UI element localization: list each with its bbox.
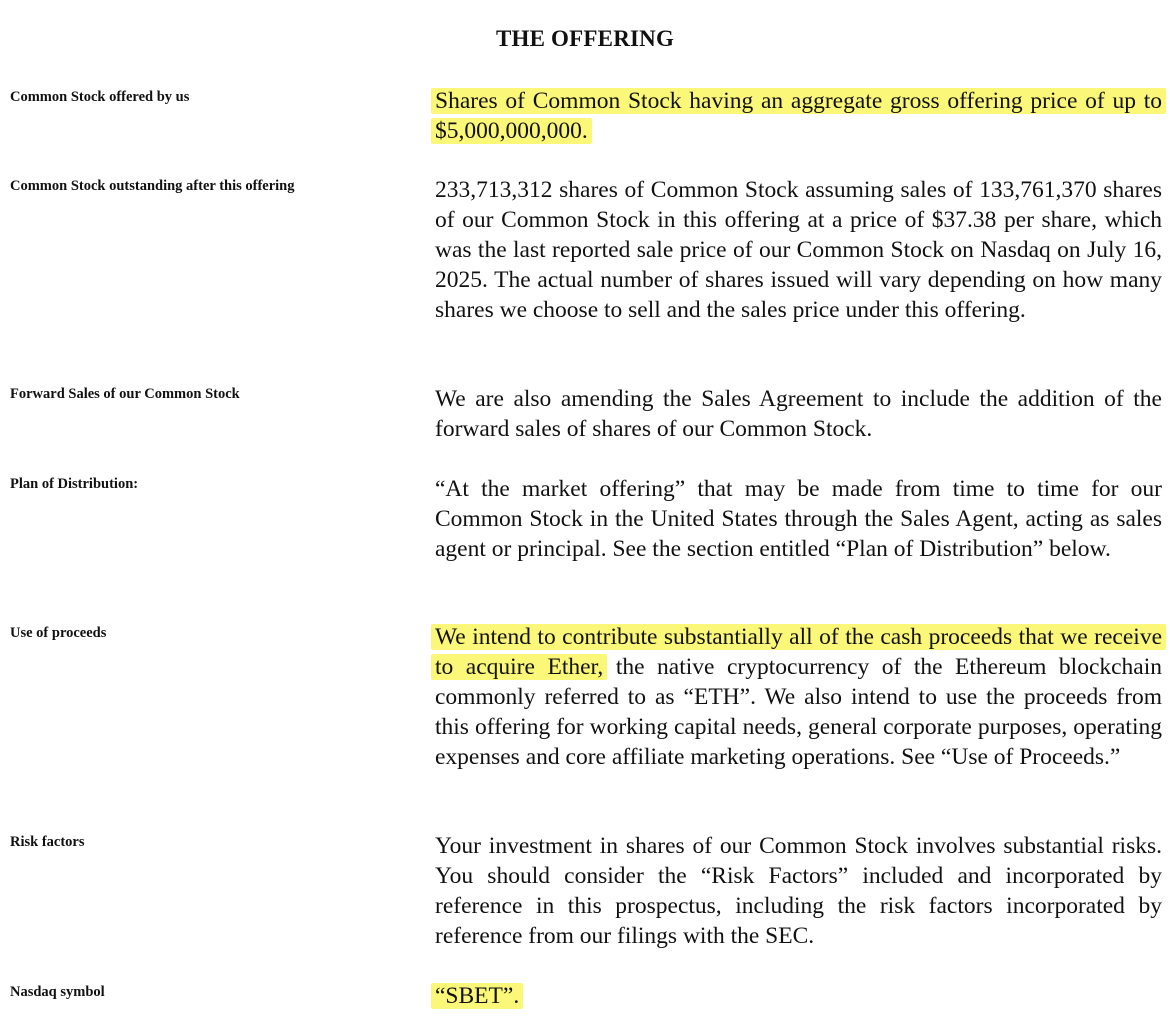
body-text: 233,713,312 shares of Common Stock assuming sales of 133,761,370 shares of our Common Stock in this offering at a price of $37.38 per share, which was the last reported sale price of our Common Stock on Nasdaq on July 16, 2025. The actual number of shares issued will vary depending on how many shares we choose to sell and the sales price under this offering. bbox=[435, 177, 1162, 323]
row-label-common-stock-offered: Common Stock offered by us bbox=[10, 89, 190, 105]
body-text: the native cryptocurrency of the Ethereum blockchain commonly referred to as “ETH”. We also intend to use the proceeds from this offering for working capital needs, general corporate purposes, operating expenses and core affiliate marketing operations. See “Use of Proceeds.” bbox=[435, 654, 1163, 770]
row-text-forward-sales bbox=[435, 384, 1162, 444]
row-text-nasdaq-symbol bbox=[435, 981, 1162, 1011]
row-label-forward-sales: Forward Sales of our Common Stock bbox=[10, 386, 240, 402]
row-text-risk-factors bbox=[435, 831, 1162, 951]
highlighted-text: “SBET”. bbox=[435, 983, 520, 1009]
row-label-use-of-proceeds: Use of proceeds bbox=[10, 625, 107, 641]
body-text: Your investment in shares of our Common Stock involves substantial risks. You should consider the “Risk Factors” included and incorporated by reference in this prospectus, including the risk factors incorporated by reference from our filings with the SEC. bbox=[435, 833, 1162, 949]
highlighted-text: We intend to contribute substantially all of the cash proceeds that we receive to acquire Ether, bbox=[435, 624, 1162, 680]
row-label-risk-factors: Risk factors bbox=[10, 834, 85, 850]
row-label-common-stock-outstanding: Common Stock outstanding after this offering bbox=[10, 178, 295, 194]
body-text: We are also amending the Sales Agreement to include the addition of the forward sales of shares of our Common Stock. bbox=[435, 386, 1162, 442]
row-text-use-of-proceeds bbox=[435, 622, 1162, 772]
body-text: “At the market offering” that may be made from time to time for our Common Stock in the United States through the Sales Agent, acting as sales agent or principal. See the section entitled “Plan of Distribution” below. bbox=[435, 476, 1162, 562]
row-text-plan-of-distribution bbox=[435, 474, 1162, 564]
row-text-common-stock-outstanding bbox=[435, 175, 1162, 325]
row-label-nasdaq-symbol: Nasdaq symbol bbox=[10, 984, 105, 1000]
row-label-plan-of-distribution: Plan of Distribution: bbox=[10, 476, 139, 492]
page-title: THE OFFERING bbox=[495, 26, 675, 51]
row-text-common-stock-offered bbox=[435, 86, 1162, 146]
highlighted-text: Shares of Common Stock having an aggregate gross offering price of up to $5,000,000,000. bbox=[435, 88, 1162, 144]
